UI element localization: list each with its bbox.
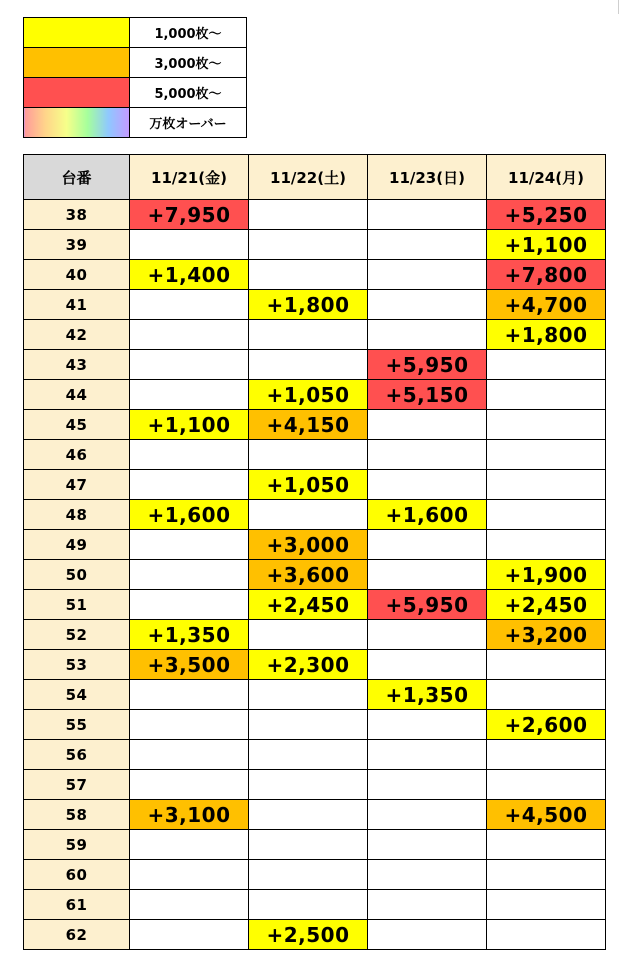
payout-cell	[368, 530, 487, 560]
date-header: 11/23(日)	[368, 155, 487, 200]
payout-cell	[249, 440, 368, 470]
payout-cell	[368, 740, 487, 770]
payout-cell	[249, 350, 368, 380]
payout-cell: +5,250	[487, 200, 606, 230]
payout-cell	[249, 890, 368, 920]
payout-cell	[249, 710, 368, 740]
table-row	[24, 350, 606, 380]
machine-number: 54	[24, 680, 130, 710]
payout-cell: +4,150	[249, 410, 368, 440]
legend-swatch	[24, 78, 130, 108]
payout-cell	[487, 740, 606, 770]
payout-cell	[487, 440, 606, 470]
payout-cell	[368, 560, 487, 590]
payout-cell	[368, 410, 487, 440]
payout-cell	[130, 470, 249, 500]
payout-cell: +1,900	[487, 560, 606, 590]
machine-number: 48	[24, 500, 130, 530]
payout-cell	[130, 530, 249, 560]
payout-cell: +3,600	[249, 560, 368, 590]
payout-cell	[368, 830, 487, 860]
machine-number: 42	[24, 320, 130, 350]
table-row	[24, 290, 606, 320]
payout-cell: +3,000	[249, 530, 368, 560]
table-row	[24, 620, 606, 650]
table-row	[24, 860, 606, 890]
payout-cell	[130, 230, 249, 260]
date-header: 11/24(月)	[487, 155, 606, 200]
table-row	[24, 200, 606, 230]
payout-cell	[249, 680, 368, 710]
machine-number: 50	[24, 560, 130, 590]
payout-cell	[130, 590, 249, 620]
table-row	[24, 920, 606, 950]
legend-row	[24, 108, 247, 138]
payout-cell: +2,500	[249, 920, 368, 950]
payout-cell	[487, 920, 606, 950]
machine-number-header: 台番	[24, 155, 130, 200]
payout-cell	[130, 890, 249, 920]
payout-cell	[487, 830, 606, 860]
date-header: 11/22(土)	[249, 155, 368, 200]
table-row	[24, 650, 606, 680]
payout-cell	[249, 740, 368, 770]
payout-cell	[487, 350, 606, 380]
payout-cell: +2,600	[487, 710, 606, 740]
payout-cell: +1,050	[249, 470, 368, 500]
payout-cell	[249, 500, 368, 530]
machine-number: 41	[24, 290, 130, 320]
machine-number: 40	[24, 260, 130, 290]
payout-cell: +2,450	[249, 590, 368, 620]
legend-row	[24, 78, 247, 108]
payout-cell: +1,800	[487, 320, 606, 350]
payout-cell	[130, 740, 249, 770]
payout-cell	[487, 500, 606, 530]
legend-swatch	[24, 18, 130, 48]
payout-cell	[368, 320, 487, 350]
machine-number: 62	[24, 920, 130, 950]
payout-cell	[487, 380, 606, 410]
table-row	[24, 260, 606, 290]
payout-cell	[487, 470, 606, 500]
legend-label: 1,000枚〜	[130, 18, 247, 48]
table-row	[24, 440, 606, 470]
machine-number: 56	[24, 740, 130, 770]
table-row	[24, 530, 606, 560]
table-row	[24, 710, 606, 740]
table-header-row	[24, 155, 606, 200]
payout-cell	[368, 470, 487, 500]
payout-cell: +1,100	[487, 230, 606, 260]
payout-cell	[249, 860, 368, 890]
payout-cell: +1,600	[130, 500, 249, 530]
machine-number: 51	[24, 590, 130, 620]
payout-cell	[368, 800, 487, 830]
payout-cell: +7,950	[130, 200, 249, 230]
table-row	[24, 410, 606, 440]
machine-number: 45	[24, 410, 130, 440]
payout-cell	[368, 200, 487, 230]
payout-cell	[130, 680, 249, 710]
color-legend	[23, 17, 247, 138]
payout-cell: +5,950	[368, 350, 487, 380]
legend-swatch	[24, 108, 130, 138]
payout-cell	[249, 620, 368, 650]
payout-cell	[487, 410, 606, 440]
payout-cell	[368, 260, 487, 290]
payout-cell	[368, 890, 487, 920]
payout-cell	[368, 620, 487, 650]
payout-cell: +3,200	[487, 620, 606, 650]
page-edge-line	[618, 0, 619, 14]
legend-swatch	[24, 48, 130, 78]
payout-cell: +2,300	[249, 650, 368, 680]
payout-cell	[487, 770, 606, 800]
payout-cell	[130, 560, 249, 590]
payout-cell	[130, 320, 249, 350]
payout-cell	[487, 680, 606, 710]
payout-table	[23, 154, 606, 950]
payout-cell: +4,500	[487, 800, 606, 830]
payout-cell: +4,700	[487, 290, 606, 320]
table-row	[24, 470, 606, 500]
machine-number: 44	[24, 380, 130, 410]
payout-cell: +1,800	[249, 290, 368, 320]
payout-cell	[368, 230, 487, 260]
machine-number: 61	[24, 890, 130, 920]
table-row	[24, 890, 606, 920]
payout-cell	[249, 830, 368, 860]
table-row	[24, 770, 606, 800]
payout-cell	[249, 320, 368, 350]
payout-cell	[130, 710, 249, 740]
payout-cell: +5,150	[368, 380, 487, 410]
machine-number: 58	[24, 800, 130, 830]
table-row	[24, 230, 606, 260]
payout-cell	[130, 860, 249, 890]
machine-number: 53	[24, 650, 130, 680]
machine-number: 55	[24, 710, 130, 740]
payout-cell	[249, 230, 368, 260]
table-row	[24, 320, 606, 350]
machine-number: 46	[24, 440, 130, 470]
machine-number: 47	[24, 470, 130, 500]
payout-cell	[368, 440, 487, 470]
payout-cell	[368, 710, 487, 740]
payout-cell	[130, 440, 249, 470]
payout-cell	[249, 260, 368, 290]
date-header: 11/21(金)	[130, 155, 249, 200]
table-row	[24, 830, 606, 860]
payout-cell	[130, 350, 249, 380]
payout-cell	[368, 920, 487, 950]
payout-cell: +1,350	[368, 680, 487, 710]
payout-cell: +5,950	[368, 590, 487, 620]
table-row	[24, 740, 606, 770]
payout-cell	[487, 650, 606, 680]
machine-number: 60	[24, 860, 130, 890]
table-row	[24, 680, 606, 710]
payout-cell	[130, 770, 249, 800]
payout-cell	[130, 380, 249, 410]
table-row	[24, 500, 606, 530]
payout-cell	[249, 800, 368, 830]
machine-number: 59	[24, 830, 130, 860]
payout-cell: +1,050	[249, 380, 368, 410]
payout-cell	[130, 920, 249, 950]
payout-cell	[130, 830, 249, 860]
table-row	[24, 590, 606, 620]
table-row	[24, 380, 606, 410]
payout-cell: +1,350	[130, 620, 249, 650]
payout-cell	[487, 860, 606, 890]
payout-cell: +3,500	[130, 650, 249, 680]
payout-cell	[249, 770, 368, 800]
table-row	[24, 800, 606, 830]
machine-number: 52	[24, 620, 130, 650]
payout-cell: +1,400	[130, 260, 249, 290]
payout-cell	[487, 890, 606, 920]
payout-cell: +1,100	[130, 410, 249, 440]
machine-number: 38	[24, 200, 130, 230]
legend-row	[24, 18, 247, 48]
payout-cell: +3,100	[130, 800, 249, 830]
machine-number: 49	[24, 530, 130, 560]
payout-cell	[368, 650, 487, 680]
machine-number: 43	[24, 350, 130, 380]
payout-cell: +2,450	[487, 590, 606, 620]
legend-label: 5,000枚〜	[130, 78, 247, 108]
payout-cell: +7,800	[487, 260, 606, 290]
payout-cell: +1,600	[368, 500, 487, 530]
legend-label: 万枚オーバー	[130, 108, 247, 138]
machine-number: 57	[24, 770, 130, 800]
payout-cell	[368, 860, 487, 890]
legend-row	[24, 48, 247, 78]
payout-cell	[249, 200, 368, 230]
payout-cell	[130, 290, 249, 320]
machine-number: 39	[24, 230, 130, 260]
legend-label: 3,000枚〜	[130, 48, 247, 78]
payout-cell	[368, 290, 487, 320]
payout-cell	[368, 770, 487, 800]
payout-cell	[487, 530, 606, 560]
table-row	[24, 560, 606, 590]
